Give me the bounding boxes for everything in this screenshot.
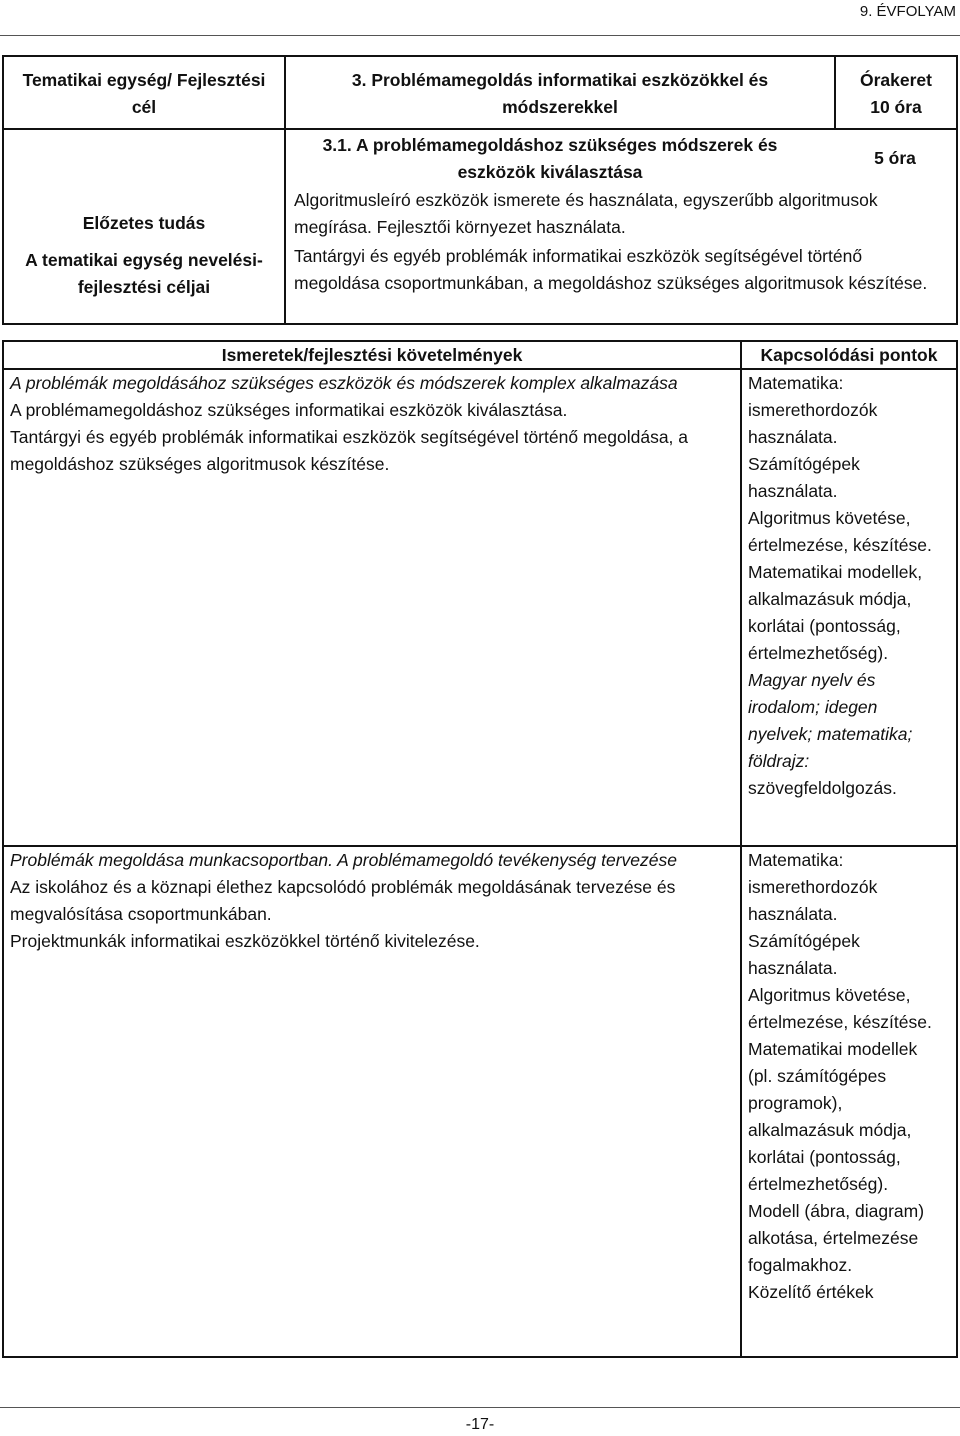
- hours-value: 10 óra: [870, 97, 922, 117]
- requirements-table: [2, 340, 958, 1358]
- requirements-cell-1: [3, 369, 741, 846]
- unit-title: 3. Problémamegoldás informatikai eszközökkel és módszerekkel: [351, 70, 769, 117]
- requirement-title-2: Problémák megoldása munkacsoportban. A problémamegoldó tevékenység tervezése: [10, 850, 677, 870]
- header-rule: [0, 35, 960, 36]
- link-item: Számítógépek használata.: [748, 931, 860, 978]
- subunit-title: 3.1. A problémamegoldáshoz szükséges módszerek és eszközök kiválasztása: [322, 135, 778, 182]
- requirement-text: Projektmunkák informatikai eszközökkel történő kivitelezése.: [10, 931, 480, 951]
- link-item: szövegfeldolgozás.: [748, 778, 897, 798]
- unit-title-cell: [285, 56, 835, 129]
- requirement-text: Tantárgyi és egyéb problémák informatikai eszközök segítségével történő megoldása, a megoldáshoz szükséges algoritmusok készítése.: [10, 427, 689, 474]
- col1-title: Tematikai egység/ Fejlesztési cél: [22, 70, 266, 117]
- link-item: Számítógépek használata.: [748, 454, 860, 501]
- footer-rule: [0, 1407, 960, 1408]
- link-item: Matematikai modellek, alkalmazásuk módja, korlátai (pontosság, értelmezhetőség).: [748, 562, 923, 663]
- unit-table: [2, 55, 958, 325]
- links-header: Kapcsolódási pontok: [760, 345, 938, 365]
- unit-title-row: [3, 56, 957, 129]
- requirements-header-row: [3, 341, 957, 369]
- requirement-text: Az iskolához és a köznapi élethez kapcsolódó problémák megoldásának tervezése és megvalósítása csoportmunkában.: [10, 877, 676, 924]
- link-item: Matematika:: [748, 850, 844, 870]
- link-item: Algoritmus követése, értelmezése, készítése.: [748, 508, 932, 555]
- requirements-cell-2: [3, 846, 741, 1357]
- subunit-cell: [285, 129, 957, 324]
- hours-label: Órakeret: [860, 70, 932, 90]
- hours-cell: [835, 56, 957, 129]
- link-item: ismerethordozók használata.: [748, 400, 878, 447]
- requirements-header-cell: [3, 341, 741, 369]
- link-item: Modell (ábra, diagram) alkotása, értelmezése fogalmakhoz.: [748, 1201, 925, 1275]
- links-cell-2: [741, 846, 957, 1357]
- goals-label: A tematikai egység nevelési-fejlesztési céljai: [25, 250, 263, 297]
- labels-cell: [3, 129, 285, 324]
- requirement-text: A problémamegoldáshoz szükséges informatikai eszközök kiválasztása.: [10, 400, 568, 420]
- grade-label: 9. ÉVFOLYAM: [859, 3, 956, 20]
- link-item: Matematika:: [748, 373, 844, 393]
- links-cell-1: [741, 369, 957, 846]
- prior-knowledge-label: Előzetes tudás: [82, 213, 206, 233]
- link-item: Matematikai modellek (pl. számítógépes programok), alkalmazásuk módja, korlátai (pontosság, értelmezhetőség).: [748, 1039, 918, 1194]
- links-header-cell: [741, 341, 957, 369]
- requirement-title-1: A problémák megoldásához szükséges eszközök és módszerek komplex alkalmazása: [10, 373, 678, 393]
- link-item: ismerethordozók használata.: [748, 877, 878, 924]
- subunit-row: [3, 129, 957, 324]
- col1-title-cell: [3, 56, 285, 129]
- prior-knowledge-text: Algoritmusleíró eszközök ismerete és használata, egyszerűbb algoritmusok megírása. Fejlesztői környezet használata.: [294, 190, 878, 237]
- requirements-row-2: [3, 846, 957, 1357]
- goals-text: Tantárgyi és egyéb problémák informatikai eszközök segítségével történő megoldása csoportmunkában, a megoldáshoz szükséges algoritmusok készítése.: [294, 246, 928, 293]
- subunit-hours: 5 óra: [874, 148, 916, 168]
- link-item: Közelítő értékek: [748, 1282, 874, 1302]
- requirements-row-1: [3, 369, 957, 846]
- requirements-header: Ismeretek/fejlesztési követelmények: [221, 345, 523, 365]
- link-item: Algoritmus követése, értelmezése, készítése.: [748, 985, 932, 1032]
- page-number: -17-: [465, 1416, 495, 1433]
- link-item: Magyar nyelv és irodalom; idegen nyelvek; matematika; földrajz:: [748, 670, 913, 771]
